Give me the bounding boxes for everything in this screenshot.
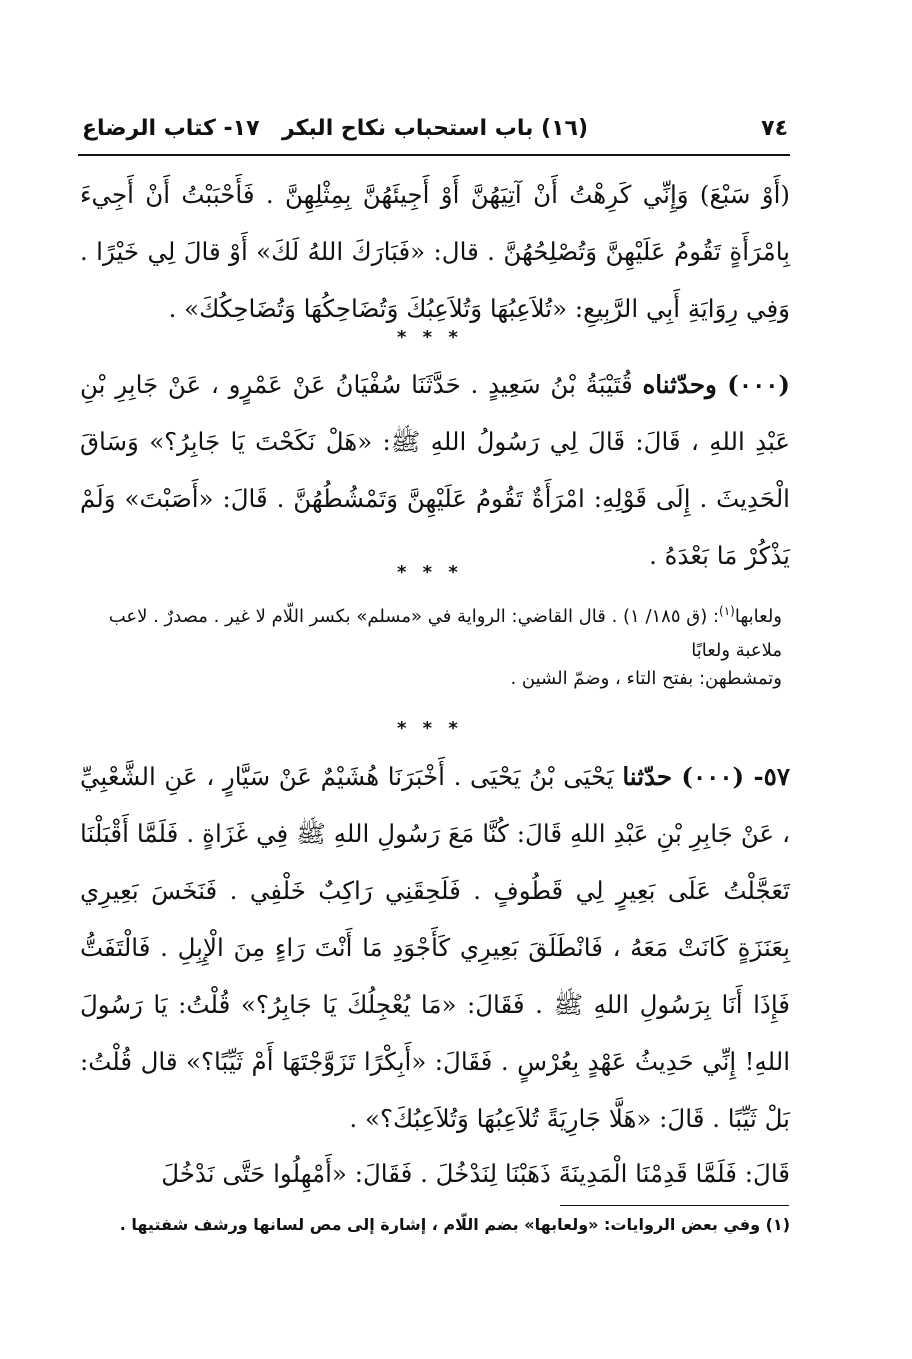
note-1-lead: ولعابها [734, 606, 782, 627]
hadith-2-lead: (٠٠٠) وحدّثناه [642, 370, 790, 399]
separator-3: * * * [397, 718, 463, 739]
separator-2: * * * [397, 562, 463, 583]
note-1-body: : (ق ١٨٥/ ١) . قال القاضي: الرواية في «مسلم» بكسر اللّام لا غير . مصدرٌ . لاعب ملاعبة ولعابًا [108, 606, 782, 661]
hadith-57-body: يَحْيَى بْنُ يَحْيَى . أَخْبَرَنَا هُشَيْمٌ عَنْ سَيَّارٍ ، عَنِ الشَّعْبِيِّ ، عَنْ جَابِرِ بْنِ عَبْدِ اللهِ قَالَ: كُنَّا مَعَ رَسُولِ اللهِ ﷺ فِي غَزَاةٍ . فَلَمَّا أَقْبَلْنَا تَعَجَّلْتُ عَلَى بَعِيرٍ لِي قَطُوفٍ . فَلَحِقَنِي رَاكِبٌ خَلْفِي . فَنَخَسَ بَعِيرِي بِعَنَزَةٍ كَانَتْ مَعَهُ ، فَانْطَلَقَ بَعِيرِي كَأَجْوَدِ مَا أَنْتَ رَاءٍ مِنَ الْإِبِلِ . فَالْتَفَتُّ فَإِذَا أَنَا بِرَسُولِ اللهِ ﷺ . فَقَالَ: «مَا يُعْجِلُكَ يَا جَابِرُ؟» قُلْتُ: يَا رَسُولَ اللهِ! إِنِّي حَدِيثُ عَهْدٍ بِعُرْسٍ . فَقَالَ: «أَبِكْرًا تَزَوَّجْتَهَا أَمْ ثَيِّبًا؟» قال قُلْتُ: بَلْ ثَيِّبًا . قَالَ: «هَلَّا جَارِيَةً تُلاَعِبُهَا وَتُلاَعِبُكَ؟» . [80, 762, 790, 1133]
chapter-title: (١٦) باب استحباب نكاح البكر [281, 116, 589, 141]
hadith-text-continued: (أَوْ سَبْعَ) وَإِنِّي كَرِهْتُ أَنْ آتِيَهُنَّ أَوْ أَجِيئَهُنَّ بِمِثْلِهِنَّ . فَأَحْبَبْتُ أَنْ أَجِيءَ بِامْرَأَةٍ تَقُومُ عَلَيْهِنَّ وَتُصْلِحُهُنَّ . قال: «فَبَارَكَ اللهُ لَكَ» أَوْ قالَ لِي خَيْرًا . وَفِي رِوَايَةِ أَبِي الرَّبِيعِ: «تُلاَعِبُهَا وَتُلاَعِبُكَ وَتُضَاحِكُهَا وَتُضَاحِكُكَ» . [80, 180, 790, 323]
hadith-paragraph-2 [80, 356, 790, 584]
commentary-note-1 [80, 594, 782, 668]
page-number: ٧٤ [761, 116, 788, 141]
running-header [82, 112, 788, 152]
separator-1: * * * [397, 327, 463, 348]
footnote-marker: (١) [719, 604, 735, 618]
hadith-paragraph-continuation: قَالَ: فَلَمَّا قَدِمْنَا الْمَدِينَةَ ذَهَبْنَا لِنَدْخُلَ . فَقَالَ: «أَمْهِلُوا حَتَّى نَدْخُلَ [161, 1159, 790, 1188]
commentary-note-2: وتمشطهن: بفتح التاء ، وضمّ الشين . [510, 668, 782, 689]
hadith-paragraph-57 [80, 748, 790, 1147]
footnote-rule [560, 1205, 789, 1206]
footnote: (١) وفي بعض الروايات: «ولعابها» بضم اللّام ، إشارة إلى مص لسانها ورشف شفتيها . [119, 1215, 790, 1234]
hadith-2-body: قُتَيْبَةُ بْنُ سَعِيدٍ . حَدَّثَنَا سُفْيَانُ عَنْ عَمْرٍو ، عَنْ جَابِرِ بْنِ عَبْدِ اللهِ ، قَالَ: قَالَ لِي رَسُولُ اللهِ ﷺ: «هَلْ نَكَحْتَ يَا جَابِرُ؟» وَسَاقَ الْحَدِيثَ . إِلَى قَوْلِهِ: امْرَأَةٌ تَقُومُ عَلَيْهِنَّ وَتَمْشُطُهُنَّ . قَالَ: «أَصَبْتَ» وَلَمْ يَذْكُرْ مَا بَعْدَهُ . [80, 370, 790, 570]
hadith-57-lead: ٥٧- (٠٠٠) حدّثنا [622, 762, 790, 791]
book-title: ١٧- كتاب الرضاع [82, 116, 260, 141]
header-rule [78, 154, 790, 156]
